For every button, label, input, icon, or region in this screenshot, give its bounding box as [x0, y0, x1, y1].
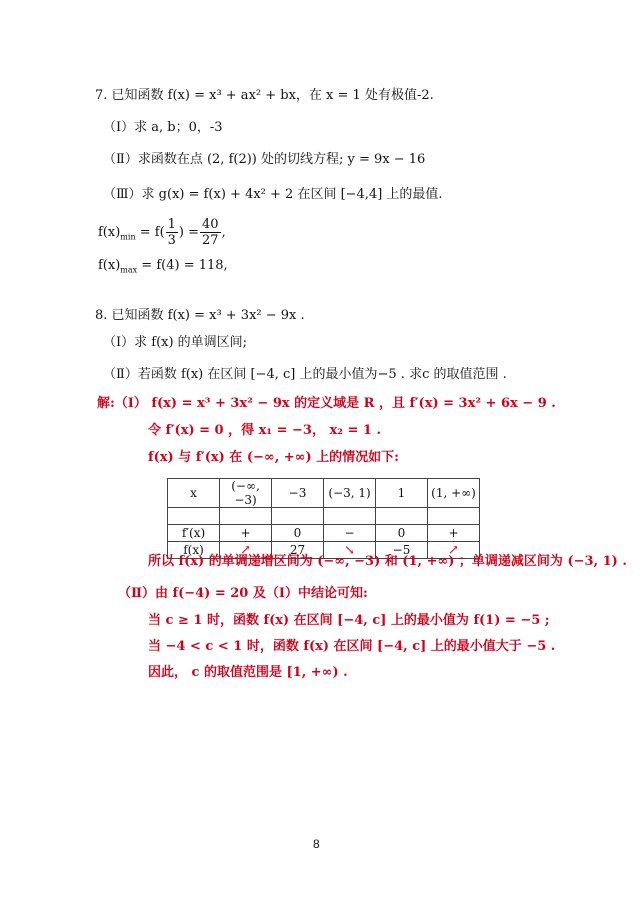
table-cell: (−∞, −3) [220, 479, 272, 508]
table-cell: −3 [272, 479, 324, 508]
q8-solution2-line1: （Ⅱ）由 f(−4) = 20 及（Ⅰ）中结论可知: [118, 586, 368, 601]
table-cell [220, 508, 272, 525]
q8-solution-line1: 解:（Ⅰ） f(x) = x³ + 3x² − 9x 的定义域是 R ，且 f′(x) = 3x² + 6x − 9 . [97, 396, 556, 411]
q7-min-lhs: f(x) [98, 225, 121, 240]
q7-min-arg-den: 3 [167, 233, 176, 248]
table-cell: 1 [376, 479, 428, 508]
table-cell: 27 [272, 542, 324, 559]
table-cell: x [168, 479, 220, 508]
q8-solution-line4: 所以 f(x) 的单调递增区间为 (−∞, −3) 和 (1, +∞) ；单调递减区间为 (−3, 1) . [148, 554, 627, 569]
increasing-arrow-icon: ↗ [220, 542, 272, 559]
table-cell [272, 508, 324, 525]
q7-part2: （Ⅱ）求函数在点 (2, f(2)) 处的切线方程; y = 9x − 16 [103, 152, 426, 167]
increasing-arrow-icon: ↗ [428, 542, 480, 559]
table-cell: 0 [272, 525, 324, 542]
q8-solution2-line2: 当 c ≥ 1 时，函数 f(x) 在区间 [−4, c] 上的最小值为 f(1) = −5 ; [148, 613, 550, 628]
q7-part1: （Ⅰ）求 a, b；0，-3 [103, 120, 223, 135]
q7-min-tail: , [221, 225, 226, 240]
q8-solution2-line3: 当 −4 < c < 1 时，函数 f(x) 在区间 [−4, c] 上的最小值大于 −5 . [148, 639, 556, 654]
table-row-blank [168, 508, 480, 525]
table-cell: −5 [376, 542, 428, 559]
q7-min-arg-num: 1 [167, 217, 176, 232]
sign-table [167, 478, 480, 559]
q8-solution2-line4: 因此， c 的取值范围是 [1, +∞) . [148, 665, 348, 680]
q7-min-val-num: 40 [202, 217, 219, 232]
table-cell: f′(x) [168, 525, 220, 542]
q7-stem: 7. 已知函数 f(x) = x³ + ax² + bx，在 x = 1 处有极值-2. [95, 88, 434, 103]
table-cell: + [428, 525, 480, 542]
q7-min-line [98, 217, 226, 254]
table-cell: 0 [376, 525, 428, 542]
table-cell: (1, +∞) [428, 479, 480, 508]
q8-solution-line3: f(x) 与 f′(x) 在 (−∞, +∞) 上的情况如下: [148, 450, 399, 465]
q7-max-sub: max [120, 265, 138, 275]
table-cell: − [324, 525, 376, 542]
q7-min-val-den: 27 [202, 233, 219, 248]
table-row-fprime [168, 525, 480, 542]
table-cell: + [220, 525, 272, 542]
page-number: 8 [313, 837, 320, 851]
q8-solution-line2: 令 f′(x) = 0 ，得 x₁ = −3， x₂ = 1 . [148, 423, 381, 438]
q7-min-arg-fraction [166, 217, 178, 248]
table-cell [168, 508, 220, 525]
q7-max-line [98, 256, 228, 281]
decreasing-arrow-icon: ↘ [324, 542, 376, 559]
q7-max-lhs: f(x) [98, 258, 121, 273]
q8-stem: 8. 已知函数 f(x) = x³ + 3x² − 9x . [95, 308, 305, 323]
table-cell [428, 508, 480, 525]
table-cell: f(x) [168, 542, 220, 559]
table-row-header [168, 479, 480, 508]
q7-max-rest: = f(4) = 118, [137, 258, 228, 273]
q7-min-mid: = f( [135, 225, 165, 240]
q8-part1: （Ⅰ）求 f(x) 的单调区间; [103, 335, 248, 350]
table-cell [324, 508, 376, 525]
table-cell [376, 508, 428, 525]
q7-min-mid2: ) = [178, 225, 200, 240]
q7-part3: （Ⅲ）求 g(x) = f(x) + 4x² + 2 在区间 [−4,4] 上的最值. [103, 187, 443, 202]
table-cell: (−3, 1) [324, 479, 376, 508]
q7-min-val-fraction [200, 217, 221, 248]
q8-part2: （Ⅱ）若函数 f(x) 在区间 [−4, c] 上的最小值为−5 . 求c 的取值范围 . [103, 367, 507, 382]
q7-min-sub: min [120, 232, 136, 242]
